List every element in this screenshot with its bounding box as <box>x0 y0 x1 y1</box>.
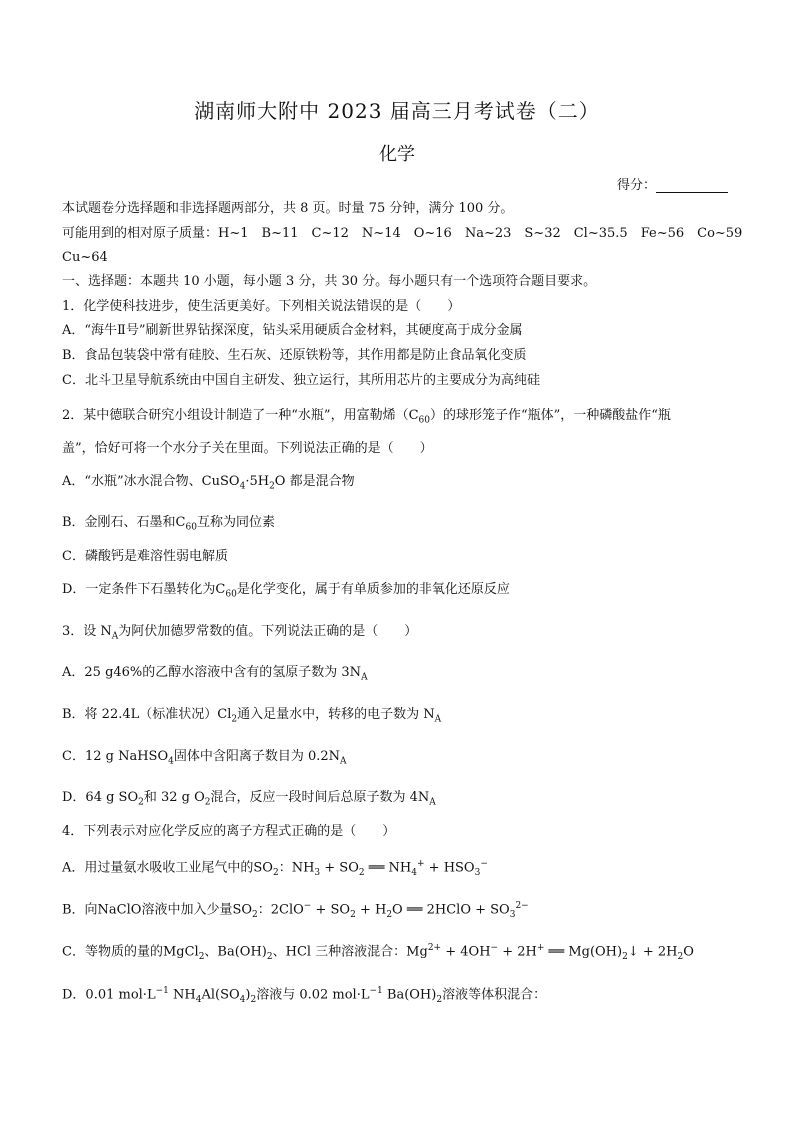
q4-option-a[interactable] <box>62 855 488 882</box>
subscript: A <box>429 797 436 808</box>
text: D．一定条件下石墨转化为C <box>62 582 226 597</box>
intro-text: 本试题卷分选择题和非选择题两部分，共 8 页。时量 75 分钟，满分 100 分。 <box>62 201 514 216</box>
subscript: 2 <box>269 481 275 492</box>
q1-option-a[interactable]: A．“海牛Ⅱ号”刷新世界钻探深度，钻头采用硬质合金材料，其硬度高于成分金属 <box>62 323 523 338</box>
q2-stem-line1 <box>62 407 671 430</box>
subscript: 2 <box>231 714 238 725</box>
text: A．25 g46%的乙醇水溶液中含有的氢原子数为 3N <box>62 665 362 680</box>
text: 通入足量水中，转移的电子数为 N <box>237 707 435 722</box>
atomic-mass-last: Cu~64 <box>62 250 108 265</box>
text: 、HCl 三种溶液混合：Mg <box>272 944 428 960</box>
subject-title: 化学 <box>379 144 415 165</box>
subscript: 2 <box>436 994 443 1005</box>
text: 3．设 N <box>62 624 112 639</box>
text: 溶液等体积混合： <box>442 987 547 1003</box>
q3-option-b[interactable] <box>62 706 441 729</box>
score-label: 得分： <box>616 178 656 193</box>
text: 为阿伏加德罗常数的值。下列说法正确的是（ ） <box>118 624 418 639</box>
atomic-mass-item: O~16 <box>413 226 452 241</box>
text: 2．某中德联合研究小组设计制造了一种“水瓶”，用富勒烯（C <box>62 408 419 423</box>
score-blank[interactable] <box>656 180 728 193</box>
subscript: 2 <box>677 951 684 962</box>
subscript: 2 <box>386 909 393 920</box>
text: ) <box>245 987 251 1003</box>
text: ↓ + 2H <box>627 944 678 960</box>
text: + SO <box>320 860 359 876</box>
subscript: 3 <box>474 867 481 878</box>
text: O <box>683 944 694 960</box>
q2-option-c[interactable]: C．磷酸钙是难溶性弱电解质 <box>62 549 228 564</box>
text: Ba(OH) <box>382 987 437 1003</box>
subscript: 4 <box>239 994 246 1005</box>
text: + 2H <box>498 944 537 960</box>
q2-option-b[interactable] <box>62 514 275 537</box>
subscript: 2 <box>138 797 144 808</box>
q4-stem: 4．下列表示对应化学反应的离子方程式正确的是（ ） <box>62 824 396 839</box>
text: ）的球形笼子作“瓶体”，一种磷酸盐作“瓶 <box>429 408 671 423</box>
subscript: 3 <box>509 909 516 920</box>
subscript: 2 <box>198 951 205 962</box>
text: O 都是混合物 <box>274 474 355 489</box>
text: 互称为同位素 <box>196 515 275 530</box>
score-field <box>617 174 728 193</box>
subscript: 2 <box>204 797 211 808</box>
text: ：NH <box>278 860 315 876</box>
atomic-mass-item: B~11 <box>261 226 299 241</box>
q2-option-d[interactable] <box>62 581 510 604</box>
text: B．将 22.4L（标准状况）Cl <box>62 707 232 722</box>
text: A．“水瓶”冰水混合物、CuSO <box>62 474 240 489</box>
subscript: 4 <box>195 994 202 1005</box>
text: ·5H <box>245 474 270 489</box>
text: Al(SO <box>201 987 240 1003</box>
atomic-mass-item: N~14 <box>361 226 401 241</box>
atomic-masses <box>62 225 742 243</box>
section-heading: 一、选择题：本题共 10 小题，每小题 3 分，共 30 分。每小题只有一个选项符合题目要求。 <box>62 274 597 289</box>
text: A．用过量氨水吸收工业尾气中的SO <box>62 860 273 876</box>
subscript: 4 <box>411 867 417 878</box>
text: NH <box>168 987 196 1003</box>
subscript: 2 <box>272 867 279 878</box>
atomic-mass-item: S~32 <box>524 226 561 241</box>
q1-stem: 1．化学使科技进步，使生活更美好。下列相关说法错误的是（ ） <box>62 299 461 314</box>
q3-option-d[interactable] <box>62 789 436 812</box>
superscript: −1 <box>369 986 383 996</box>
subscript: 2 <box>266 951 273 962</box>
superscript: −1 <box>155 986 169 996</box>
q4-option-c[interactable] <box>62 939 694 966</box>
subscript: 2 <box>250 994 257 1005</box>
text: + HSO <box>424 860 475 876</box>
q3-stem <box>62 623 417 646</box>
q2-option-a[interactable] <box>62 473 355 496</box>
q2-stem-line2: 盖”，恰好可将一个水分子关在里面。下列说法正确的是（ ） <box>62 441 433 456</box>
q1-option-b[interactable]: B．食品包装袋中常有硅胶、生石灰、还原铁粉等，其作用都是防止食品氧化变质 <box>62 348 527 363</box>
subscript: 60 <box>418 415 430 426</box>
text: B．向NaClO溶液中加入少量SO <box>62 902 253 918</box>
subscript: A <box>340 756 347 767</box>
text: 混合，反应一段时间后总原子数为 4N <box>210 790 430 805</box>
text: 和 32 g O <box>143 790 205 805</box>
text: ══ NH <box>364 860 412 876</box>
subscript: 60 <box>225 589 237 600</box>
subscript: A <box>434 714 442 725</box>
subscript: 4 <box>168 756 174 767</box>
subscript: A <box>361 672 368 683</box>
q1-option-c[interactable]: C．北斗卫星导航系统由中国自主研发、独立运行，其所用芯片的主要成分为高纯硅 <box>62 373 540 388</box>
text: C．等物质的量的MgCl <box>62 944 199 960</box>
text: 固体中含阳离子数目为 0.2N <box>173 749 341 764</box>
text: 溶液与 0.02 mol·L <box>256 987 370 1003</box>
atomic-mass-item: H~1 <box>218 226 249 241</box>
q4-option-d[interactable] <box>62 982 546 1009</box>
atomic-mass-item: C~12 <box>311 226 349 241</box>
exam-title: 湖南师大附中 2023 届高三月考试卷（二） <box>194 99 600 123</box>
subscript: 2 <box>358 867 365 878</box>
text: ：2ClO <box>257 902 304 918</box>
subscript: 2 <box>350 909 356 920</box>
superscript: − <box>490 943 499 953</box>
q3-option-a[interactable] <box>62 664 368 687</box>
text: O ══ 2HClO + SO <box>392 902 510 918</box>
text: 、Ba(OH) <box>204 944 267 960</box>
subscript: 3 <box>314 867 321 878</box>
superscript: − <box>303 901 312 911</box>
superscript: + <box>536 943 545 953</box>
atomic-mass-item: Fe~56 <box>640 226 685 241</box>
subscript: 60 <box>185 522 197 533</box>
text: + SO <box>311 902 351 918</box>
subscript: A <box>111 631 119 642</box>
atomic-mass-item: Na~23 <box>464 226 512 241</box>
superscript: 2− <box>515 901 529 911</box>
atomic-label: 可能用到的相对原子质量： <box>62 226 219 241</box>
atomic-mass-item: Co~59 <box>697 226 743 241</box>
atomic-mass-item: Cl~35.5 <box>573 226 628 241</box>
text: B．金刚石、石墨和C <box>62 515 186 530</box>
text: + 4OH <box>441 944 491 960</box>
subscript: 2 <box>622 951 628 962</box>
superscript: + <box>416 859 425 869</box>
text: D．64 g SO <box>62 790 139 805</box>
text: ══ Mg(OH) <box>544 944 623 960</box>
q4-option-b[interactable] <box>62 897 529 924</box>
text: C．12 g NaHSO <box>62 749 169 764</box>
text: D．0.01 mol·L <box>62 987 156 1003</box>
superscript: − <box>480 859 488 869</box>
subscript: 4 <box>239 481 246 492</box>
q3-option-c[interactable] <box>62 748 347 771</box>
subscript: 2 <box>252 909 258 920</box>
text: + H <box>355 902 387 918</box>
text: 是化学变化，属于有单质参加的非氧化还原反应 <box>236 582 510 597</box>
superscript: 2+ <box>427 943 442 953</box>
